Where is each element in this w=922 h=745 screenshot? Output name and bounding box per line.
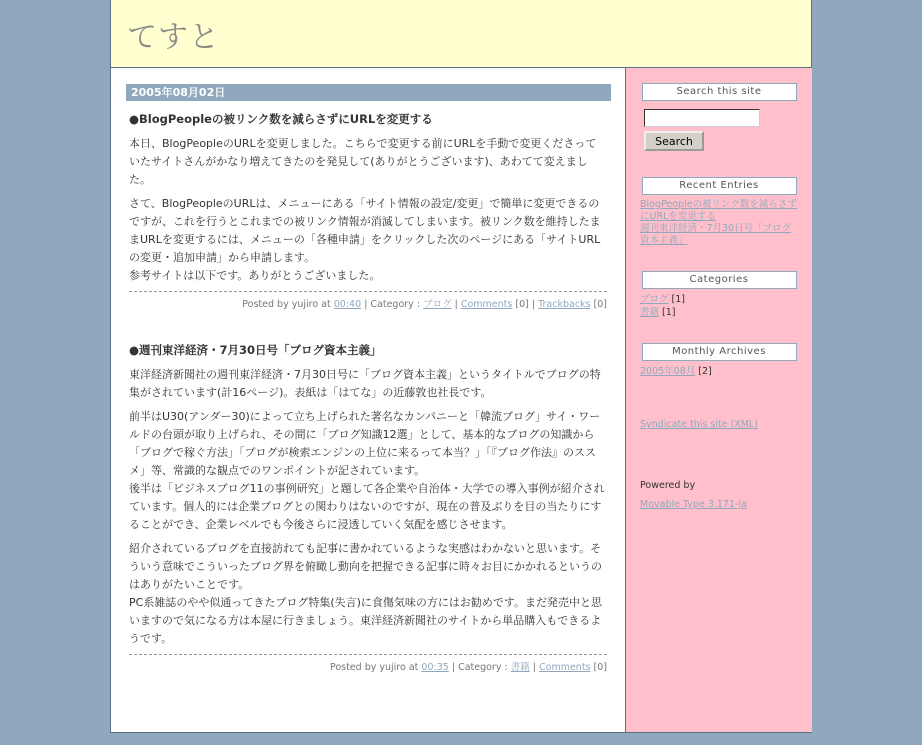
entry-footer [129,654,607,673]
archive-count: [2] [698,366,712,377]
category-count: [1] [671,294,686,305]
trackbacks-count: [0] [593,299,607,310]
movable-type-link[interactable]: Movable Type 3.171-ja [640,499,747,510]
category-link[interactable]: 書籍 [510,662,530,673]
recent-entries-list [640,199,798,247]
comments-count: [0] [593,662,607,673]
archives-title: Monthly Archives [642,343,797,361]
category-prefix: | Category : [364,299,421,310]
entry-footer [129,291,607,310]
date-header: 2005年08月02日 [126,84,611,101]
recent-entries-title: Recent Entries [642,177,797,195]
sidebar [625,68,812,732]
archive-link[interactable]: 2005年08月 [640,366,696,377]
syndicate-box [640,412,798,431]
syndicate-link[interactable]: Syndicate this site (XML) [640,419,758,430]
archive-item [640,365,798,378]
entry-paragraph: さて、BlogPeopleのURLは、メニューにある「サイト情報の設定/変更」で簡単に変更できるのですが、これを行うとこれまでの被リンク情報が消滅してしまいます。被リンク数を維持したままURLを変更するには、メニューの「各種申請」をクリックした次のページにある「サイトURLの変更・追加申請」から申請します。 [129,197,601,264]
powered-box [640,479,798,511]
entry [129,342,607,673]
archives-list [640,365,798,378]
blog-container [110,0,812,733]
separator: | [531,299,536,310]
entry-title: ●週刊東洋経済・7月30日号「ブログ資本主義」 [129,343,382,357]
search-box [640,109,798,151]
categories-list [640,293,798,319]
category-item [640,293,798,306]
entry-paragraph: 紹介されているブログを直接訪れても記事に書かれているような実感はわかないと思います。そういう意味でこういったブログ界を俯瞰し動向を把握できる記事に時々お目にかかれるというのはありがたいことです。 [129,542,602,591]
entry [129,111,607,310]
trackbacks-link[interactable]: Trackbacks [538,299,591,310]
search-title: Search this site [642,83,797,101]
recent-entry-link[interactable]: 週刊東洋経済・7月30日号「ブログ資本主義」 [640,223,792,246]
posted-by: Posted by yujiro at [242,299,331,310]
separator: | [532,662,536,673]
permalink-time[interactable]: 00:35 [421,662,449,673]
blog-title[interactable]: てすと [127,20,220,55]
comments-link[interactable]: Comments [539,662,591,673]
recent-entry-link[interactable]: BlogPeopleの被リンク数を減らさずにURLを変更する [640,199,797,222]
permalink-time[interactable]: 00:40 [333,299,362,310]
main-content [111,68,625,732]
category-link[interactable]: ブログ [423,299,452,310]
categories-title: Categories [642,271,797,289]
comments-count: [0] [515,299,529,310]
search-button[interactable]: Search [644,131,704,151]
category-prefix: | Category : [451,662,508,673]
separator: | [454,299,458,310]
category-item [640,306,798,319]
category-link[interactable]: 書籍 [640,307,660,318]
entry-paragraph: 本日、BlogPeopleのURLを変更しました。こちらで変更する前にURLを手動で変更くださっていたサイトさんがかなり増えてきたのを発見して(ありがとうございます)、あわてて変えました。 [129,137,597,186]
banner [111,0,811,68]
entry-paragraph: 前半はU30(アンダー30)によって立ち上げられた著名なカンパニーと「韓流ブログ」サイ・ワールドの台頭が取り上げられ、その間に「ブログ知識12選」として、基本的なブログの知識から「ブログで稼ぐ方法」「ブログが検索エンジンの上位に来るって本当？」「『ブログ作法』のススメ」等、常識的な観点でのワンポイントが記されています。 [129,410,601,477]
category-count: [1] [662,307,676,318]
entry-paragraph: 参考サイトは以下です。ありがとうございました。 [129,269,381,282]
entry-paragraph: PC系雑誌のやや似通ってきたブログ特集(失言)に食傷気味の方にはお勧めです。まだ発売中と思いますので気になる方は本屋に行きましょう。東洋経済新聞社のサイトから単品購入もできるようです。 [129,596,603,645]
posted-by: Posted by yujiro at [329,662,419,673]
entry-title: ●BlogPeopleの被リンク数を減らさずにURLを変更する [129,112,433,126]
category-link[interactable]: ブログ [640,294,669,305]
entry-paragraph: 後半は「ビジネスブログ11の事例研究」と題して各企業や自治体・大学での導入事例が紹介されています。個人的には企業ブログとの関わりはないのですが、現在の普及ぶりを目の当たりにすることができ、企業レベルでも今後さらに浸透していく気配を感じさせます。 [129,482,605,531]
entry-paragraph: 東洋経済新聞社の週刊東洋経済・7月30日号に「ブログ資本主義」というタイトルでブログの特集がされています(計16ページ)。表紙は「はてな」の近藤敦也社長です。 [129,368,601,399]
powered-by-label: Powered by [640,480,696,491]
search-input[interactable] [644,109,760,127]
comments-link[interactable]: Comments [460,299,513,310]
